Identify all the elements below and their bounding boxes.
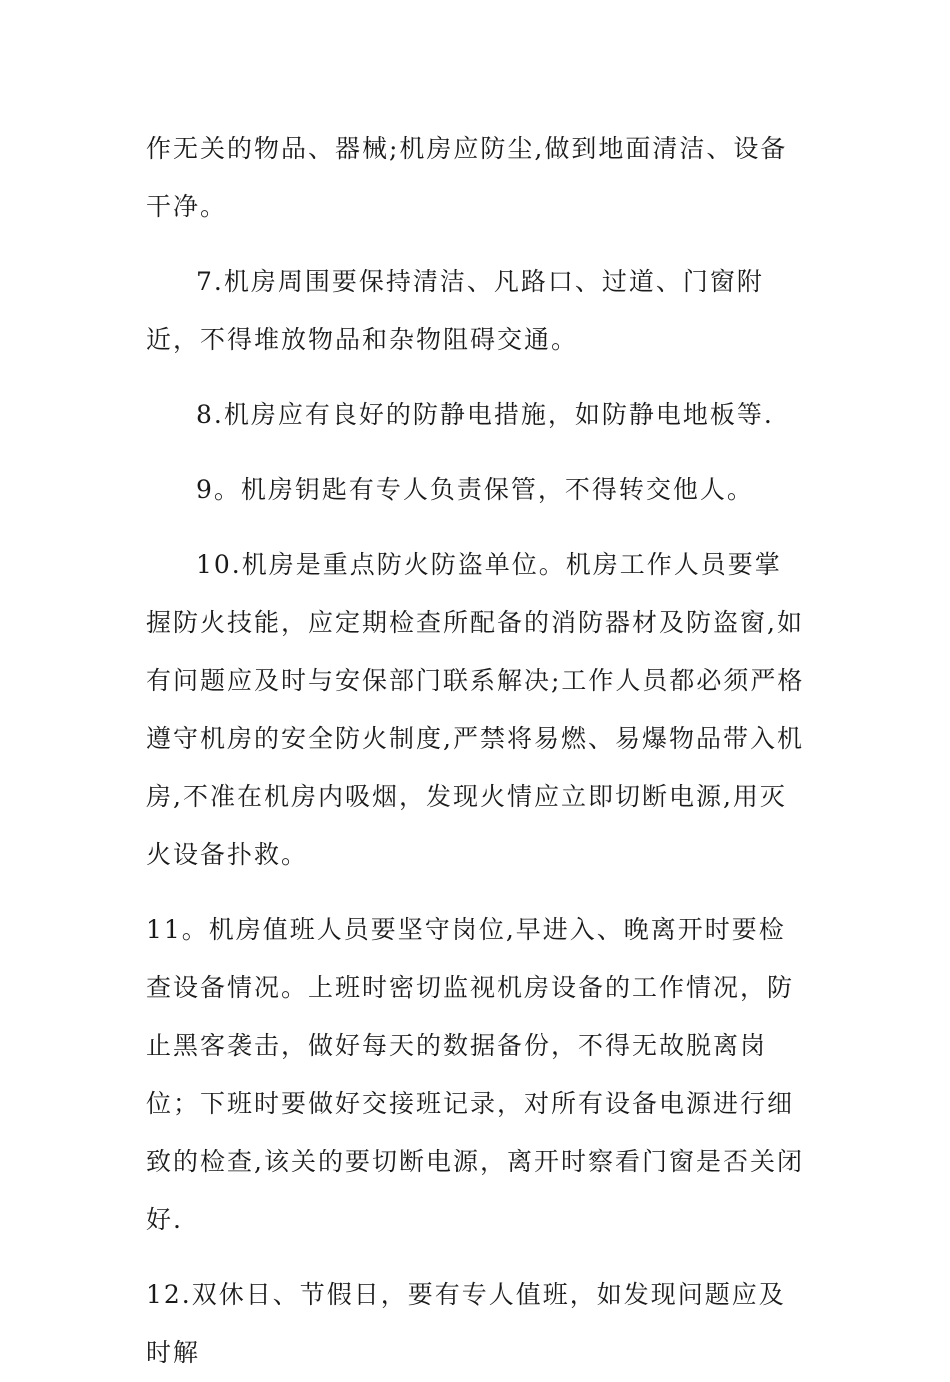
- paragraph-item-12: 12.双休日、节假日，要有专人值班，如发现问题应及时解: [146, 1280, 786, 1367]
- document-body: [146, 120, 808, 1382]
- paragraph-item-10: 10.机房是重点防火防盗单位。机房工作人员要掌握防火技能，应定期检查所配备的消防器材及防盗窗,如有问题应及时与安保部门联系解决;工作人员都必须严格遵守机房的安全防火制度,严禁将易燃、易爆物品带入机房,不准在机房内吸烟，发现火情应立即切断电源,用灭火设备扑救。: [146, 550, 805, 869]
- paragraph-continuation: 作无关的物品、器械;机房应防尘,做到地面清洁、设备干净。: [146, 134, 788, 221]
- paragraph-item-7: 7.机房周围要保持清洁、凡路口、过道、门窗附近，不得堆放物品和杂物阻碍交通。: [146, 267, 764, 354]
- paragraph-item-9: 9。机房钥匙有专人负责保管，不得转交他人。: [196, 475, 754, 504]
- paragraph-item-11: 11。机房值班人员要坚守岗位,早进入、晚离开时要检查设备情况。上班时密切监视机房设备的工作情况，防止黑客袭击，做好每天的数据备份，不得无故脱离岗位；下班时要做好交接班记录，对所有设备电源进行细致的检查,该关的要切断电源，离开时察看门窗是否关闭好.: [146, 915, 804, 1234]
- paragraph-item-8: 8.机房应有良好的防静电措施，如防静电地板等.: [196, 400, 774, 429]
